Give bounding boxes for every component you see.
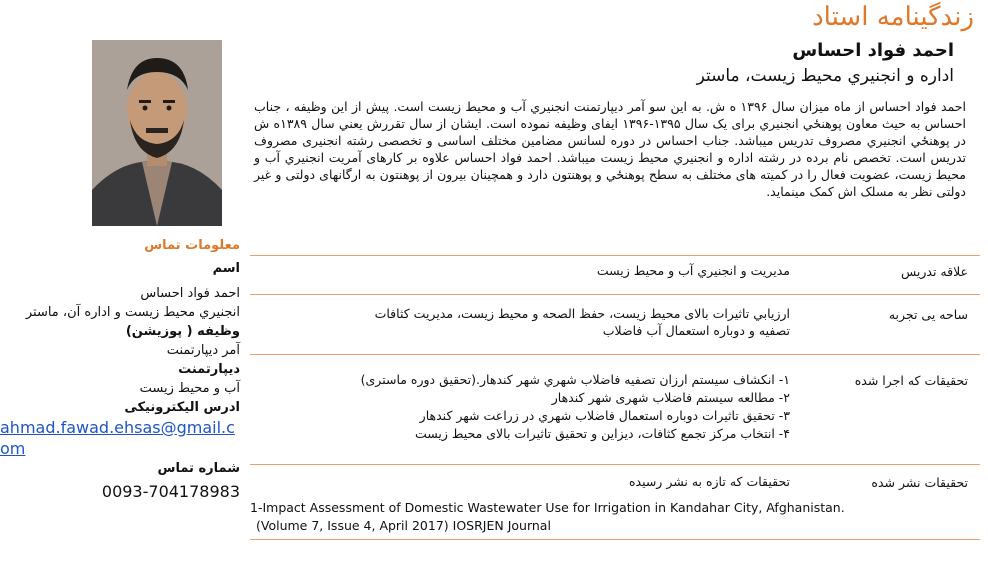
- profile-main: [248, 0, 980, 566]
- biography-paragraph: احمد فواد احساس از ماه میزان سال ۱۳۹۶ ه ش. به این سو آمر دیپارتمنت انجنیري آب و محیط زیست است. پیش از این وظیفه ، جناب احساس به حیث معاون پوهنځي انجنیري برای یک سال ۱۳۹۵-۱۳۹۶ ایفای وظیفه نموده است. ایشان از سال تقررش یعني سال ۱۳۸۹ه ش در پوهنځي انجنیري مصروف تدریس میباشد. جناب احساس در دوره لسانس مضامین مختلف اساسی و تخصصی رشته انجنیری مصروف تدریس است. تخصص نام برده در رشته اداره و انجنیري محیط زیست میباشد. احمد فواد احساس علاوه بر کارهای آمریت انجنیري آب و محیط زیست، عضویت فعال را در کمیته های مختلف به سطح پوهنځي و پوهنتون دارد و همچینان بیرون از پوهنتون به ارگانهای دولتی و غیر دولتی نظر به مسلک اش کمک مینماید.: [254, 99, 967, 199]
- position-value: آمر دیپارتمنت: [166, 343, 240, 358]
- published-research-row: [250, 465, 980, 540]
- department-label: دیپارتمنت: [178, 362, 240, 377]
- experience-value: ارزيابي تاثيرات بالای محيط زيست، حفظ الصحه و محيط زيست، مديريت کثافات تصفيه و دوباره استعمال آب فاضلاب: [374, 306, 790, 338]
- teaching-interest-label: علاقه تدریس: [900, 264, 968, 279]
- portrait-image: [92, 40, 222, 226]
- degree-value: انجنیري محیط زیست و اداره آن، ماستر: [25, 305, 240, 320]
- email-label: ادرس الیکترونیکی: [124, 400, 240, 415]
- research-list: [270, 371, 790, 443]
- teaching-interest-value: مدیریت و انجنیري آب و محیط زیست: [596, 263, 790, 278]
- experience-label: ساحه يی تجربه: [888, 307, 968, 322]
- person-name: احمد فواد احساس: [792, 40, 954, 61]
- research-item: ۲- مطالعه سیستم فاضلاب شهری شهر کندهار: [551, 390, 790, 405]
- phone-value: 0093-704178983: [101, 482, 240, 501]
- experience-row: [250, 295, 980, 355]
- position-label: وظیفه ( پوزیشن): [125, 324, 240, 339]
- contact-sidebar: [0, 238, 240, 501]
- research-item: ۱- انکشاف سیستم ارزان تصفیه فاضلاب شهري شهر کندهار.(تحقیق دوره ماستری): [360, 372, 790, 387]
- publication-line-2: (Volume 7, Issue 4, April 2017) IOSRJEN Journal: [256, 518, 551, 533]
- research-done-label: تحقیقات که اجرا شده: [854, 373, 968, 388]
- research-done-row: [250, 355, 980, 465]
- department-value: آب و محیط زیست: [139, 381, 240, 396]
- email-link[interactable]: ahmad.fawad.ehsas@gmail.com: [0, 418, 235, 458]
- publication-line-1: 1-Impact Assessment of Domestic Wastewater Use for Irrigation in Kandahar City, Afghanistan.: [250, 500, 845, 515]
- name-value: احمد فواد احساس: [140, 286, 240, 301]
- published-research-subtitle: تحقیقات که تازه به نشر رسیده: [628, 474, 790, 489]
- profile-photo: [92, 40, 222, 226]
- name-label: اسم: [212, 261, 240, 276]
- page-title: زندگینامه استاد: [812, 2, 974, 32]
- research-item: ۴- انتخاب مرکز تجمع کثافات، دیزاین و تحقیق تاثیرات بالای محیط زیست: [414, 426, 790, 441]
- phone-label: شماره تماس: [157, 461, 240, 476]
- published-research-label: تحقیقات نشر شده: [871, 475, 968, 490]
- teaching-interest-row: [250, 255, 980, 295]
- department-degree: اداره و انجنيري محيط زيست، ماستر: [696, 66, 954, 86]
- research-item: ۳- تحقیق تاثیرات دوباره استعمال فاضلاب شهري در زراعت شهر کندهار: [419, 408, 790, 423]
- contact-heading: معلومات تماس: [144, 238, 240, 253]
